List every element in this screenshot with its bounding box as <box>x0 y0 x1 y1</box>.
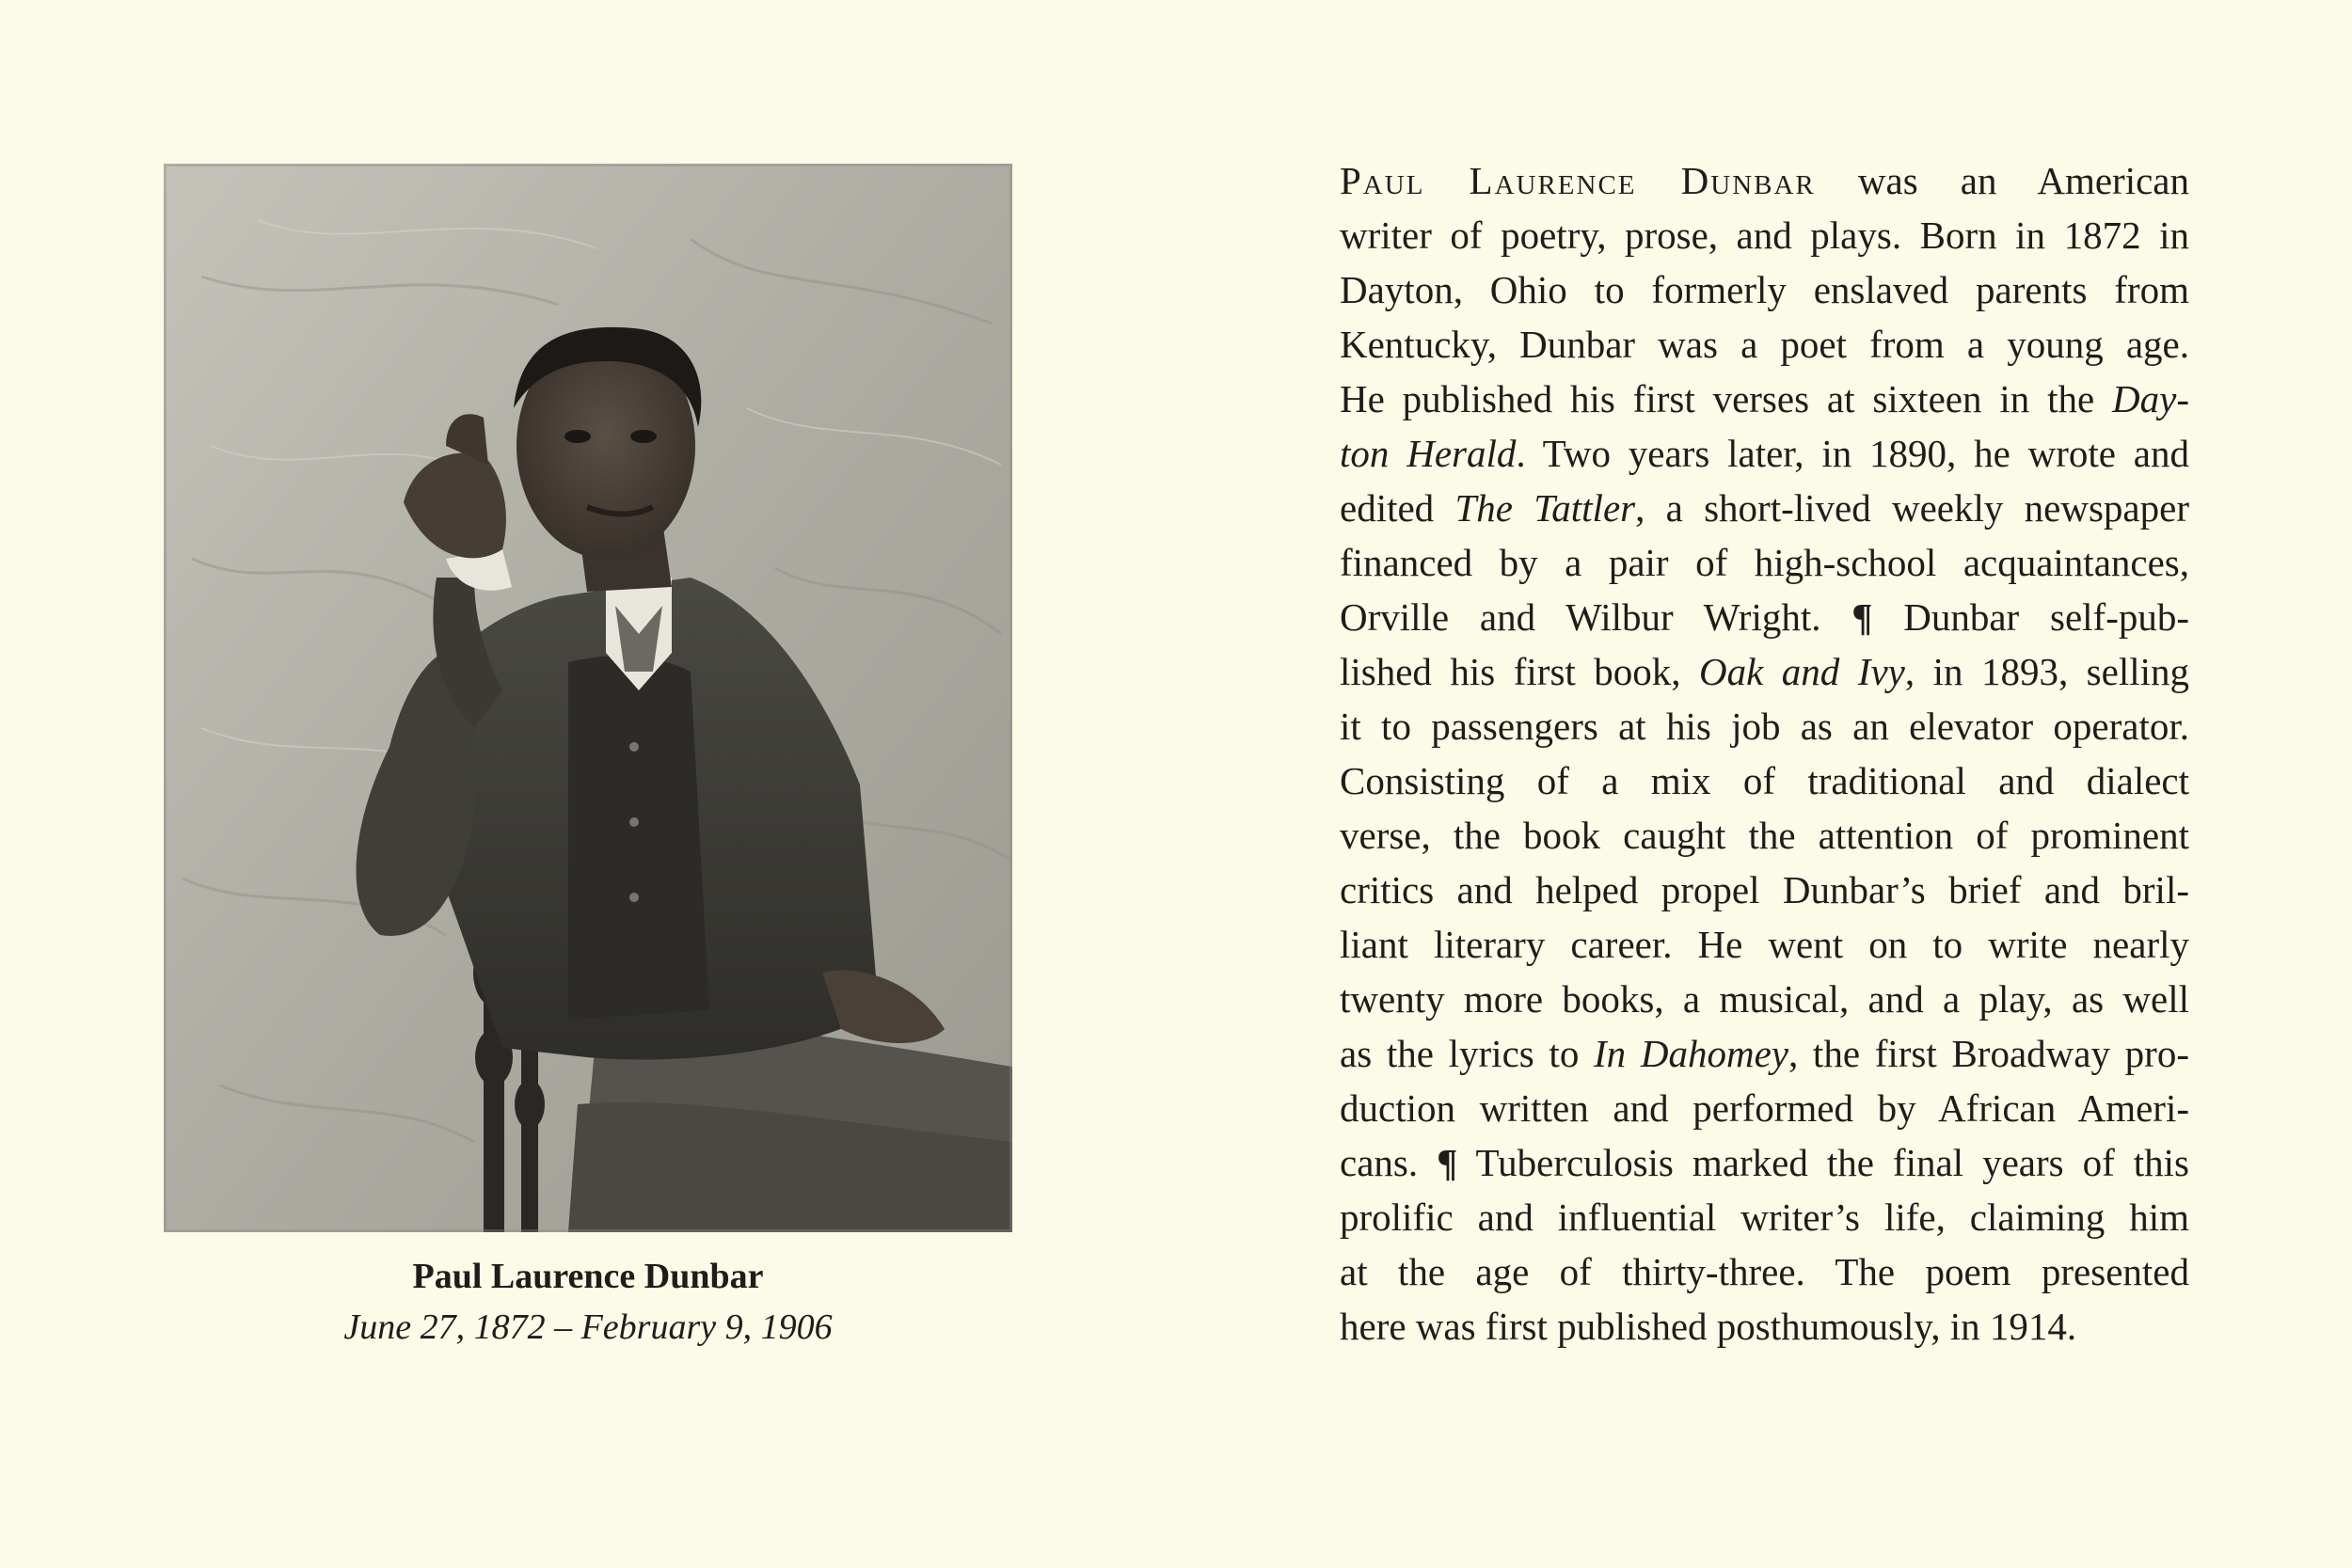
bio-line <box>1340 972 2189 1026</box>
bio-text: cans. <box>1340 1141 1438 1184</box>
pilcrow-mark: ¶ <box>1437 1141 1458 1184</box>
portrait-photograph-icon <box>164 164 1012 1232</box>
caption-dates: June 27, 1872 – February 9, 1906 <box>343 1307 833 1347</box>
bio-line <box>1340 481 2189 535</box>
bio-text: He published his first verses at sixteen in the <box>1340 377 2113 420</box>
bio-line <box>1340 808 2189 863</box>
bio-line <box>1340 208 2189 262</box>
bio-text: critics and helped propel Dunbar’s brief and bril- <box>1340 868 2189 911</box>
bio-line <box>1340 1026 2189 1081</box>
bio-text: Kentucky, Dunbar was a poet from a young age. <box>1340 323 2189 366</box>
bio-text: In Dahomey <box>1594 1032 1788 1075</box>
bio-line <box>1340 426 2189 481</box>
bio-text: , in 1893, selling <box>1904 650 2190 693</box>
bio-text: ton Herald <box>1340 432 1517 475</box>
bio-line <box>1340 863 2189 917</box>
bio-text: Paul Laurence Dunbar <box>1340 159 1816 202</box>
bio-text: Oak and Ivy <box>1699 650 1905 693</box>
bio-line <box>1340 1244 2189 1299</box>
bio-text: , a short-lived weekly newspaper <box>1635 486 2189 530</box>
bio-text: it to passengers at his job as an elevator operator. <box>1340 705 2189 748</box>
bio-text: at the age of thirty-three. The poem presented <box>1340 1250 2189 1293</box>
bio-line <box>1340 1299 2189 1354</box>
bio-text: lished his first book, <box>1340 650 1700 693</box>
bio-text: , the first Broadway pro- <box>1788 1032 2189 1075</box>
photo-caption <box>164 1251 1012 1353</box>
bio-line <box>1340 590 2189 644</box>
bio-text: was an American <box>1815 159 2190 202</box>
bio-line <box>1340 1135 2189 1190</box>
bio-text: Dayton, Ohio to formerly enslaved parents from <box>1340 268 2189 311</box>
bio-text: Dunbar self-pub- <box>1872 595 2189 639</box>
bio-text: liant literary career. He went on to write nearly <box>1340 923 2189 966</box>
bio-text: verse, the book caught the attention of prominent <box>1340 814 2189 857</box>
bio-text: twenty more books, a musical, and a play, as well <box>1340 977 2189 1021</box>
bio-line <box>1340 917 2189 972</box>
bio-line <box>1340 753 2189 808</box>
bio-line <box>1340 1190 2189 1244</box>
bio-line <box>1340 699 2189 753</box>
bio-text: Day- <box>2112 377 2189 420</box>
bio-line <box>1340 372 2189 426</box>
bio-line <box>1340 262 2189 317</box>
bio-text: Tuberculosis marked the final years of this <box>1457 1141 2189 1184</box>
bio-text: here was first published posthumously, in 1914. <box>1340 1305 2077 1348</box>
bio-text: Orville and Wilbur Wright. <box>1340 595 1852 639</box>
bio-line <box>1340 153 2189 208</box>
bio-text: duction written and performed by African Ameri- <box>1340 1086 2189 1130</box>
bio-line <box>1340 535 2189 590</box>
bio-text: financed by a pair of high-school acquaintances, <box>1340 541 2189 584</box>
caption-name: Paul Laurence Dunbar <box>412 1257 764 1296</box>
pilcrow-mark: ¶ <box>1851 595 1873 639</box>
bio-line <box>1340 317 2189 372</box>
bio-text: prolific and influential writer’s life, claiming him <box>1340 1196 2189 1239</box>
bio-text: The Tattler <box>1454 486 1636 530</box>
bio-line <box>1340 1081 2189 1135</box>
bio-text: . Two years later, in 1890, he wrote and <box>1516 432 2189 475</box>
bio-text: as the lyrics to <box>1340 1032 1595 1075</box>
bio-text: edited <box>1340 486 1455 530</box>
bio-text: writer of poetry, prose, and plays. Born in 1872 in <box>1340 214 2189 257</box>
bio-line <box>1340 644 2189 699</box>
biography-text <box>1340 153 2189 1354</box>
portrait-photo <box>164 164 1012 1232</box>
bio-text: Consisting of a mix of traditional and dialect <box>1340 759 2189 802</box>
